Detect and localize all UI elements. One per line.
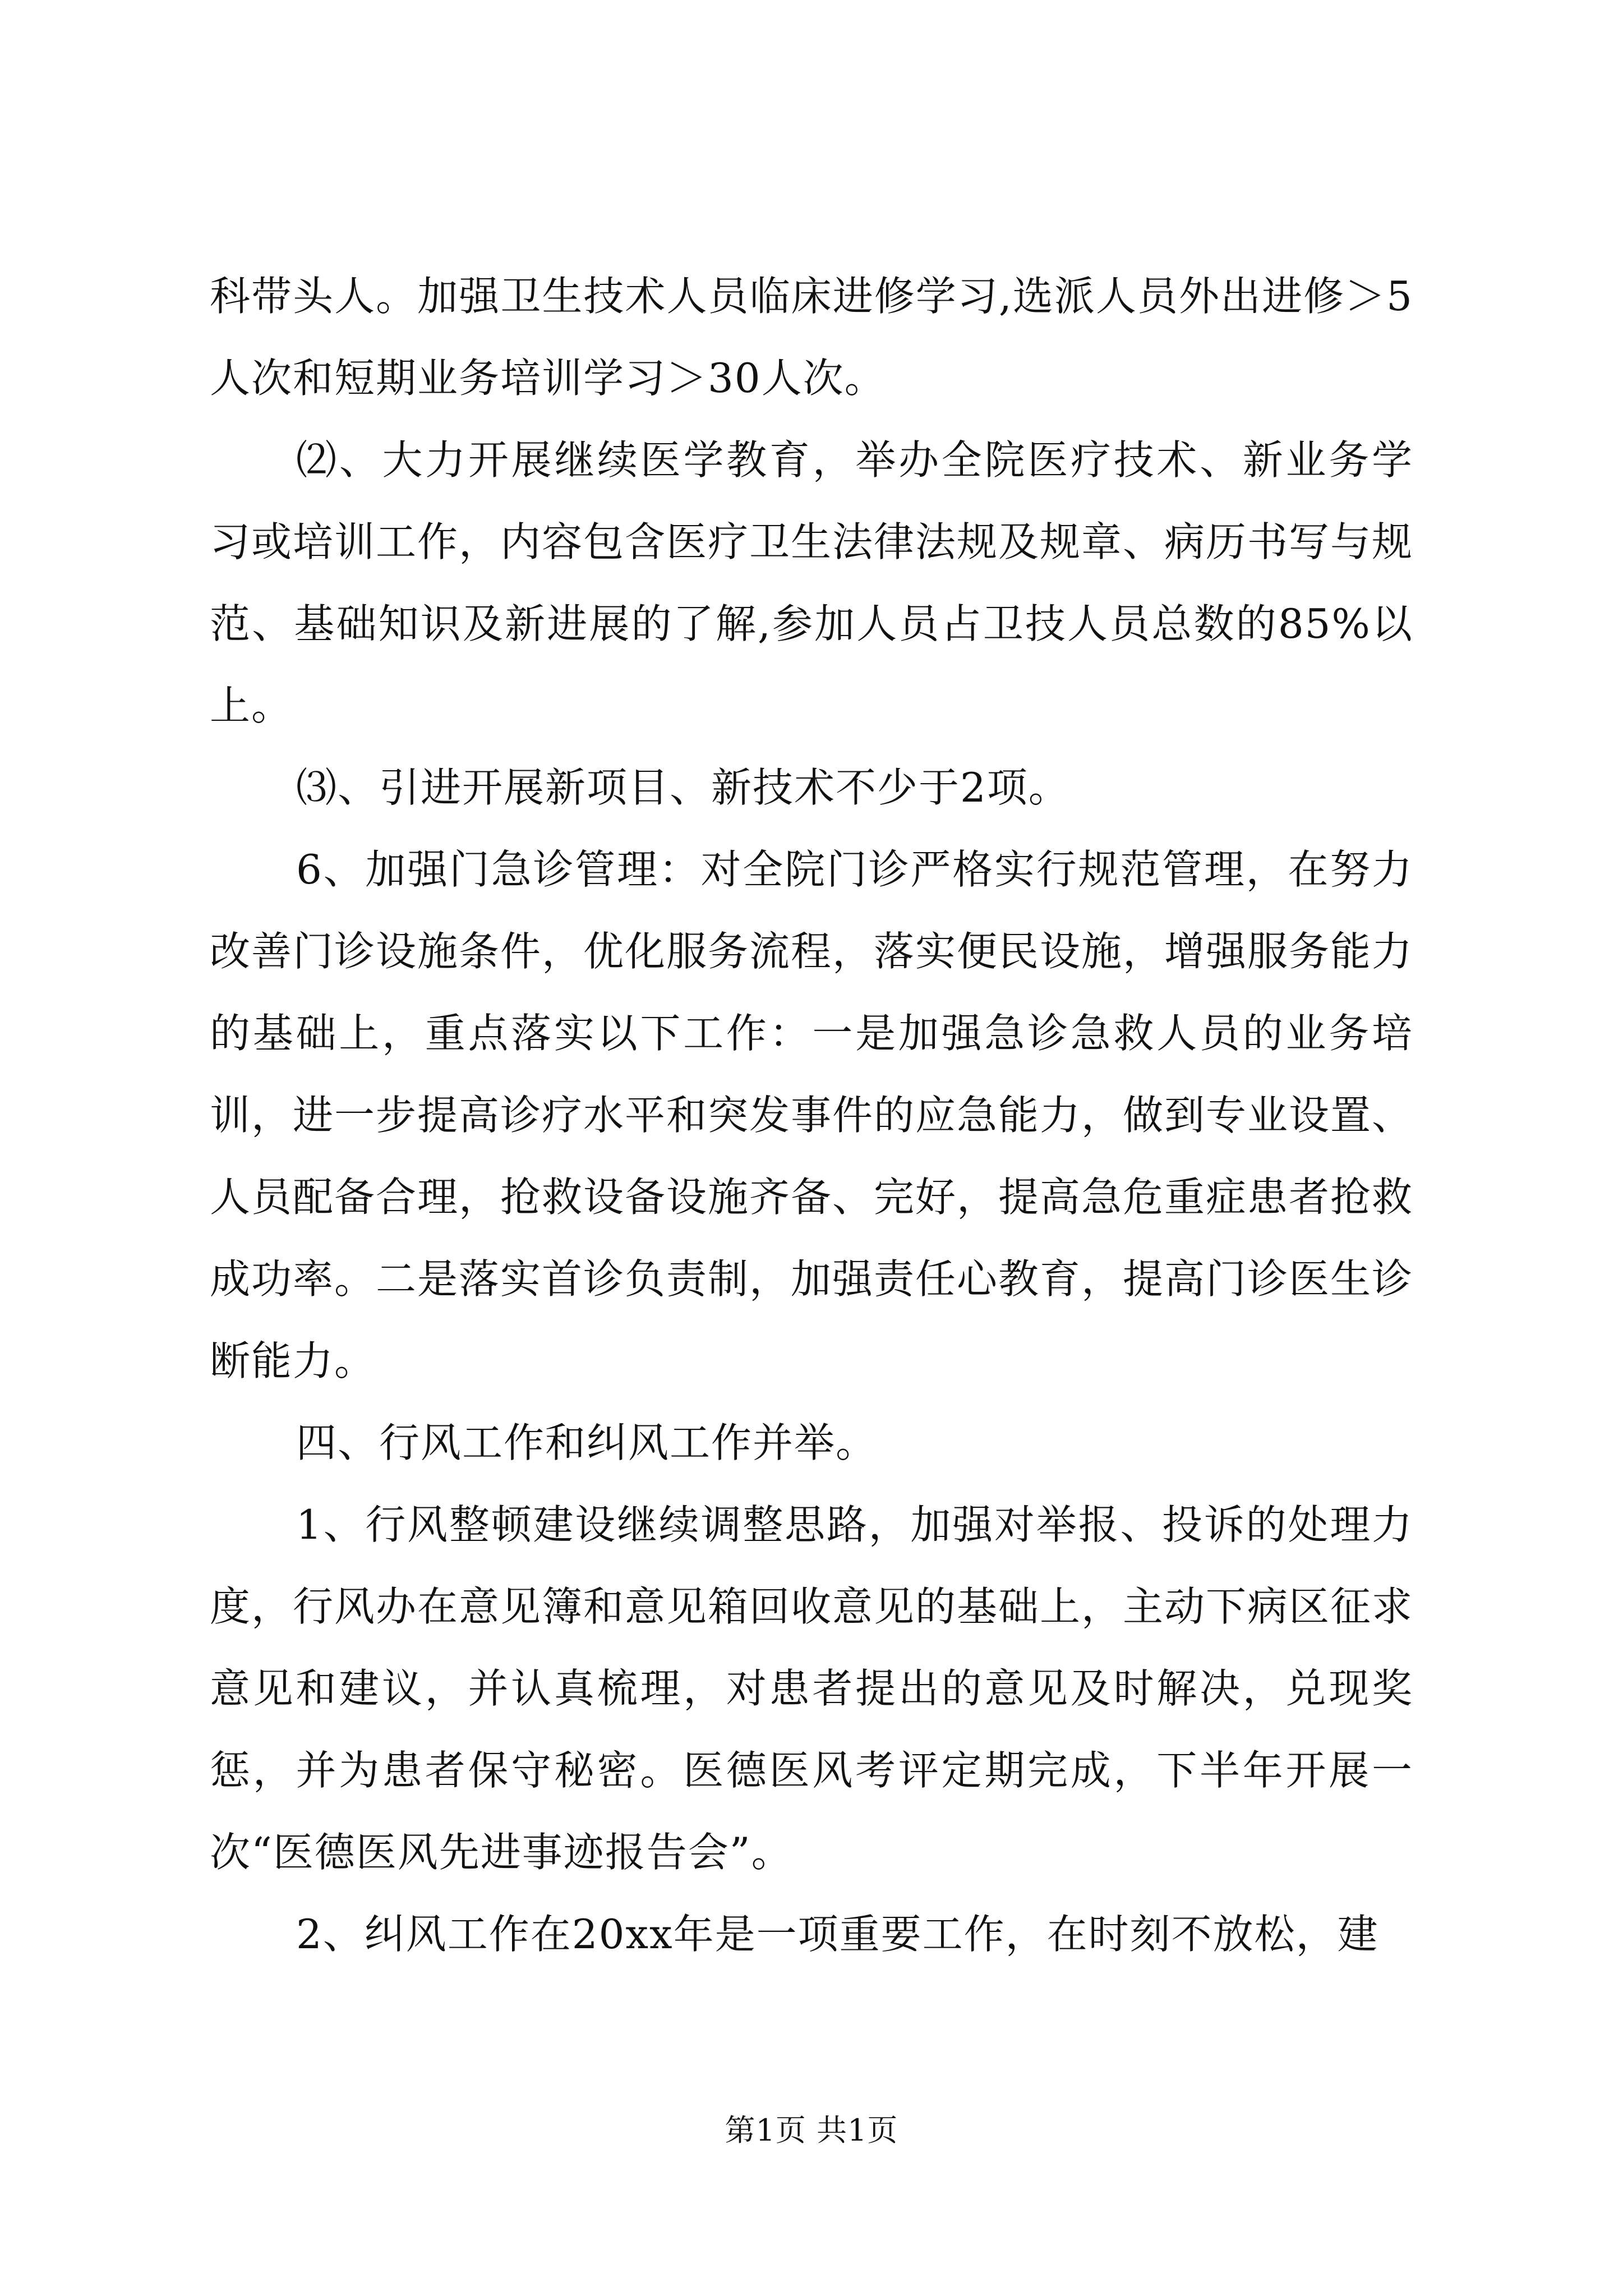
paragraph-1: 科带头人。加强卫生技术人员临床进修学习,选派人员外出进修＞5人次和短期业务培训学习＞30人次。 [210,273,1413,402]
paragraph-3: ⑶、引进开展新项目、新技术不少于2项。 [296,764,1070,811]
page-footer: 第1页 共1页 [725,2113,898,2148]
paragraph-5: 1、行风整顿建设继续调整思路，加强对举报、投诉的处理力度，行风办在意见簿和意见箱回收意见的基础上，主动下病区征求意见和建议，并认真梳理，对患者提出的意见及时解决，兑现奖惩，并为患者保守秘密。医德医风考评定期完成，下半年开展一次“医德医风先进事迹报告会”。 [210,1501,1414,1876]
document-body [210,255,1413,1975]
paragraph-4: 6、加强门急诊管理：对全院门诊严格实行规范管理，在努力改善门诊设施条件，优化服务流程，落实便民设施，增强服务能力的基础上，重点落实以下工作：一是加强急诊急救人员的业务培训，进一步提高诊疗水平和突发事件的应急能力，做到专业设置、人员配备合理，抢救设备设施齐备、完好，提高急危重症患者抢救成功率。二是落实首诊负责制，加强责任心教育，提高门诊医生诊断能力。 [210,846,1414,1384]
paragraph-6: 2、纠风工作在20xx年是一项重要工作，在时刻不放松，建 [296,1911,1379,1958]
section-heading-4: 四、行风工作和纠风工作并举。 [296,1419,878,1466]
paragraph-2: ⑵、大力开展继续医学教育，举办全院医疗技术、新业务学习或培训工作，内容包含医疗卫生法律法规及规章、病历书写与规范、基础知识及新进展的了解,参加人员占卫技人员总数的85%以上。 [210,436,1414,729]
